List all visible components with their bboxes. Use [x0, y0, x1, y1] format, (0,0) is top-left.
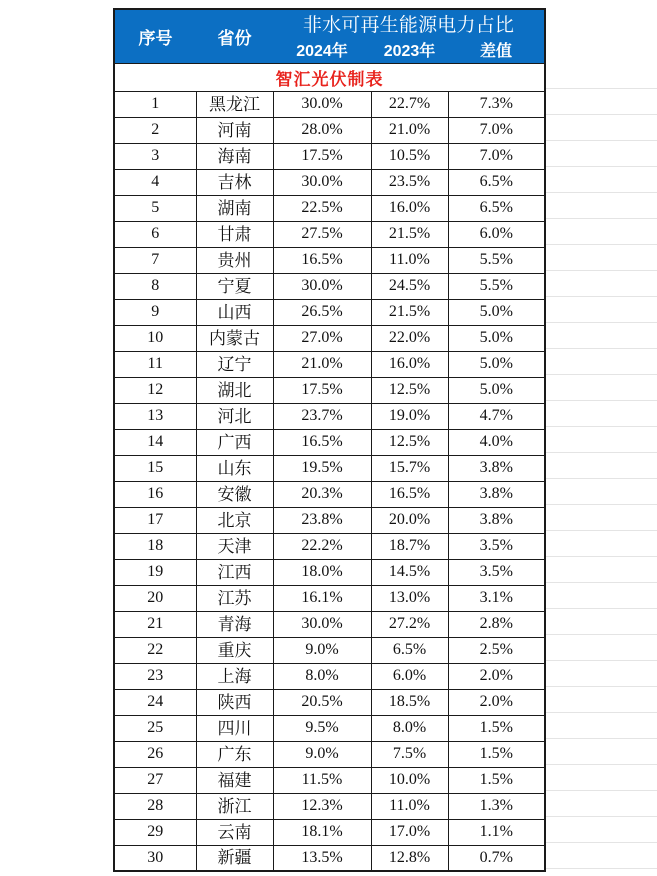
cell-diff: 1.5% — [448, 767, 545, 793]
cell-province: 江苏 — [196, 585, 273, 611]
cell-2023: 10.0% — [371, 767, 448, 793]
table-row — [114, 689, 545, 715]
cell-diff: 7.3% — [448, 91, 545, 117]
table-row — [114, 585, 545, 611]
cell-diff: 5.0% — [448, 299, 545, 325]
cell-index: 10 — [114, 325, 196, 351]
cell-diff: 4.0% — [448, 429, 545, 455]
cell-2024: 20.3% — [273, 481, 371, 507]
table-row — [114, 767, 545, 793]
cell-index: 29 — [114, 819, 196, 845]
table-row — [114, 663, 545, 689]
cell-2024: 11.5% — [273, 767, 371, 793]
cell-index: 26 — [114, 741, 196, 767]
cell-diff: 2.0% — [448, 663, 545, 689]
header-2024: 2024年 — [273, 37, 371, 63]
header-index: 序号 — [114, 9, 196, 63]
table-row — [114, 273, 545, 299]
cell-2023: 18.5% — [371, 689, 448, 715]
cell-diff: 3.5% — [448, 559, 545, 585]
cell-province: 内蒙古 — [196, 325, 273, 351]
cell-2024: 28.0% — [273, 117, 371, 143]
cell-diff: 1.5% — [448, 741, 545, 767]
cell-2023: 16.0% — [371, 351, 448, 377]
cell-province: 福建 — [196, 767, 273, 793]
table-row — [114, 299, 545, 325]
cell-2024: 16.5% — [273, 429, 371, 455]
cell-2023: 12.8% — [371, 845, 448, 871]
cell-2023: 11.0% — [371, 247, 448, 273]
table-row — [114, 611, 545, 637]
cell-index: 18 — [114, 533, 196, 559]
cell-2024: 27.0% — [273, 325, 371, 351]
cell-province: 湖北 — [196, 377, 273, 403]
cell-2024: 12.3% — [273, 793, 371, 819]
cell-province: 安徽 — [196, 481, 273, 507]
cell-index: 28 — [114, 793, 196, 819]
cell-2024: 23.8% — [273, 507, 371, 533]
cell-2023: 6.0% — [371, 663, 448, 689]
header-group-renewable-share: 非水可再生能源电力占比 — [273, 9, 545, 37]
cell-2023: 11.0% — [371, 793, 448, 819]
cell-2023: 6.5% — [371, 637, 448, 663]
cell-index: 11 — [114, 351, 196, 377]
cell-index: 4 — [114, 169, 196, 195]
cell-2024: 30.0% — [273, 273, 371, 299]
cell-index: 3 — [114, 143, 196, 169]
cell-2023: 27.2% — [371, 611, 448, 637]
table-body — [114, 91, 545, 871]
cell-2024: 16.5% — [273, 247, 371, 273]
cell-index: 21 — [114, 611, 196, 637]
cell-index: 5 — [114, 195, 196, 221]
cell-province: 天津 — [196, 533, 273, 559]
cell-diff: 7.0% — [448, 117, 545, 143]
cell-diff: 5.0% — [448, 377, 545, 403]
cell-province: 陕西 — [196, 689, 273, 715]
cell-diff: 3.8% — [448, 481, 545, 507]
cell-2024: 30.0% — [273, 169, 371, 195]
cell-2024: 20.5% — [273, 689, 371, 715]
table-row — [114, 533, 545, 559]
cell-2023: 24.5% — [371, 273, 448, 299]
cell-2023: 10.5% — [371, 143, 448, 169]
cell-province: 甘肃 — [196, 221, 273, 247]
cell-index: 22 — [114, 637, 196, 663]
sheet-gridlines — [546, 88, 657, 869]
cell-index: 7 — [114, 247, 196, 273]
cell-2024: 8.0% — [273, 663, 371, 689]
cell-diff: 4.7% — [448, 403, 545, 429]
cell-2023: 12.5% — [371, 429, 448, 455]
cell-2024: 9.5% — [273, 715, 371, 741]
cell-2023: 15.7% — [371, 455, 448, 481]
cell-2024: 17.5% — [273, 143, 371, 169]
table-row — [114, 325, 545, 351]
cell-diff: 5.5% — [448, 247, 545, 273]
cell-province: 山西 — [196, 299, 273, 325]
cell-index: 27 — [114, 767, 196, 793]
table-row — [114, 169, 545, 195]
header-row-top — [114, 9, 545, 37]
cell-index: 16 — [114, 481, 196, 507]
cell-2024: 30.0% — [273, 91, 371, 117]
table-row — [114, 377, 545, 403]
cell-province: 辽宁 — [196, 351, 273, 377]
table-row — [114, 351, 545, 377]
table-caption-row — [114, 63, 545, 91]
cell-province: 上海 — [196, 663, 273, 689]
cell-2024: 13.5% — [273, 845, 371, 871]
cell-2023: 8.0% — [371, 715, 448, 741]
cell-index: 13 — [114, 403, 196, 429]
cell-diff: 5.0% — [448, 325, 545, 351]
table-row — [114, 845, 545, 871]
table-row — [114, 481, 545, 507]
cell-province: 四川 — [196, 715, 273, 741]
cell-index: 2 — [114, 117, 196, 143]
data-table — [113, 8, 546, 872]
cell-province: 贵州 — [196, 247, 273, 273]
header-diff: 差值 — [448, 37, 545, 63]
cell-diff: 1.3% — [448, 793, 545, 819]
cell-province: 湖南 — [196, 195, 273, 221]
cell-2023: 16.0% — [371, 195, 448, 221]
cell-province: 海南 — [196, 143, 273, 169]
cell-index: 25 — [114, 715, 196, 741]
cell-province: 黑龙江 — [196, 91, 273, 117]
cell-diff: 3.8% — [448, 455, 545, 481]
cell-2023: 21.5% — [371, 299, 448, 325]
cell-2024: 27.5% — [273, 221, 371, 247]
cell-province: 青海 — [196, 611, 273, 637]
cell-diff: 3.1% — [448, 585, 545, 611]
cell-2023: 12.5% — [371, 377, 448, 403]
cell-2024: 16.1% — [273, 585, 371, 611]
table-row — [114, 793, 545, 819]
table-row — [114, 715, 545, 741]
cell-province: 江西 — [196, 559, 273, 585]
cell-2024: 26.5% — [273, 299, 371, 325]
cell-2023: 14.5% — [371, 559, 448, 585]
cell-diff: 0.7% — [448, 845, 545, 871]
table-row — [114, 741, 545, 767]
table-row — [114, 143, 545, 169]
table-row — [114, 91, 545, 117]
cell-province: 河北 — [196, 403, 273, 429]
cell-province: 吉林 — [196, 169, 273, 195]
cell-province: 山东 — [196, 455, 273, 481]
cell-2024: 18.0% — [273, 559, 371, 585]
cell-2023: 22.7% — [371, 91, 448, 117]
cell-2023: 18.7% — [371, 533, 448, 559]
cell-index: 20 — [114, 585, 196, 611]
table-row — [114, 507, 545, 533]
cell-diff: 1.1% — [448, 819, 545, 845]
cell-diff: 7.0% — [448, 143, 545, 169]
cell-2023: 13.0% — [371, 585, 448, 611]
cell-index: 12 — [114, 377, 196, 403]
cell-province: 广东 — [196, 741, 273, 767]
cell-index: 19 — [114, 559, 196, 585]
cell-province: 广西 — [196, 429, 273, 455]
cell-province: 浙江 — [196, 793, 273, 819]
cell-2023: 7.5% — [371, 741, 448, 767]
cell-diff: 3.8% — [448, 507, 545, 533]
cell-2024: 9.0% — [273, 637, 371, 663]
cell-2024: 17.5% — [273, 377, 371, 403]
cell-2023: 21.0% — [371, 117, 448, 143]
table-row — [114, 247, 545, 273]
cell-2023: 20.0% — [371, 507, 448, 533]
cell-2024: 23.7% — [273, 403, 371, 429]
cell-province: 新疆 — [196, 845, 273, 871]
table-row — [114, 221, 545, 247]
table-row — [114, 637, 545, 663]
cell-2024: 18.1% — [273, 819, 371, 845]
table-row — [114, 559, 545, 585]
cell-2024: 9.0% — [273, 741, 371, 767]
cell-2024: 30.0% — [273, 611, 371, 637]
cell-diff: 6.5% — [448, 169, 545, 195]
table-row — [114, 429, 545, 455]
cell-index: 8 — [114, 273, 196, 299]
cell-diff: 2.5% — [448, 637, 545, 663]
cell-index: 6 — [114, 221, 196, 247]
cell-index: 14 — [114, 429, 196, 455]
cell-2024: 19.5% — [273, 455, 371, 481]
cell-index: 23 — [114, 663, 196, 689]
cell-2023: 19.0% — [371, 403, 448, 429]
cell-province: 北京 — [196, 507, 273, 533]
cell-2023: 22.0% — [371, 325, 448, 351]
cell-index: 15 — [114, 455, 196, 481]
table-caption: 智汇光伏制表 — [114, 63, 545, 91]
header-2023: 2023年 — [371, 37, 448, 63]
cell-2023: 17.0% — [371, 819, 448, 845]
table-row — [114, 819, 545, 845]
cell-diff: 5.0% — [448, 351, 545, 377]
cell-diff: 2.8% — [448, 611, 545, 637]
cell-province: 重庆 — [196, 637, 273, 663]
table-row — [114, 455, 545, 481]
cell-2023: 16.5% — [371, 481, 448, 507]
table-row — [114, 117, 545, 143]
cell-2024: 22.5% — [273, 195, 371, 221]
cell-index: 30 — [114, 845, 196, 871]
cell-index: 9 — [114, 299, 196, 325]
header-province: 省份 — [196, 9, 273, 63]
cell-province: 河南 — [196, 117, 273, 143]
cell-index: 17 — [114, 507, 196, 533]
cell-diff: 1.5% — [448, 715, 545, 741]
cell-2024: 22.2% — [273, 533, 371, 559]
cell-index: 1 — [114, 91, 196, 117]
cell-diff: 3.5% — [448, 533, 545, 559]
cell-diff: 6.5% — [448, 195, 545, 221]
table-row — [114, 403, 545, 429]
cell-province: 云南 — [196, 819, 273, 845]
cell-diff: 2.0% — [448, 689, 545, 715]
cell-index: 24 — [114, 689, 196, 715]
cell-2023: 23.5% — [371, 169, 448, 195]
table-header — [114, 9, 545, 63]
cell-province: 宁夏 — [196, 273, 273, 299]
cell-diff: 6.0% — [448, 221, 545, 247]
cell-2024: 21.0% — [273, 351, 371, 377]
cell-diff: 5.5% — [448, 273, 545, 299]
table-row — [114, 195, 545, 221]
cell-2023: 21.5% — [371, 221, 448, 247]
